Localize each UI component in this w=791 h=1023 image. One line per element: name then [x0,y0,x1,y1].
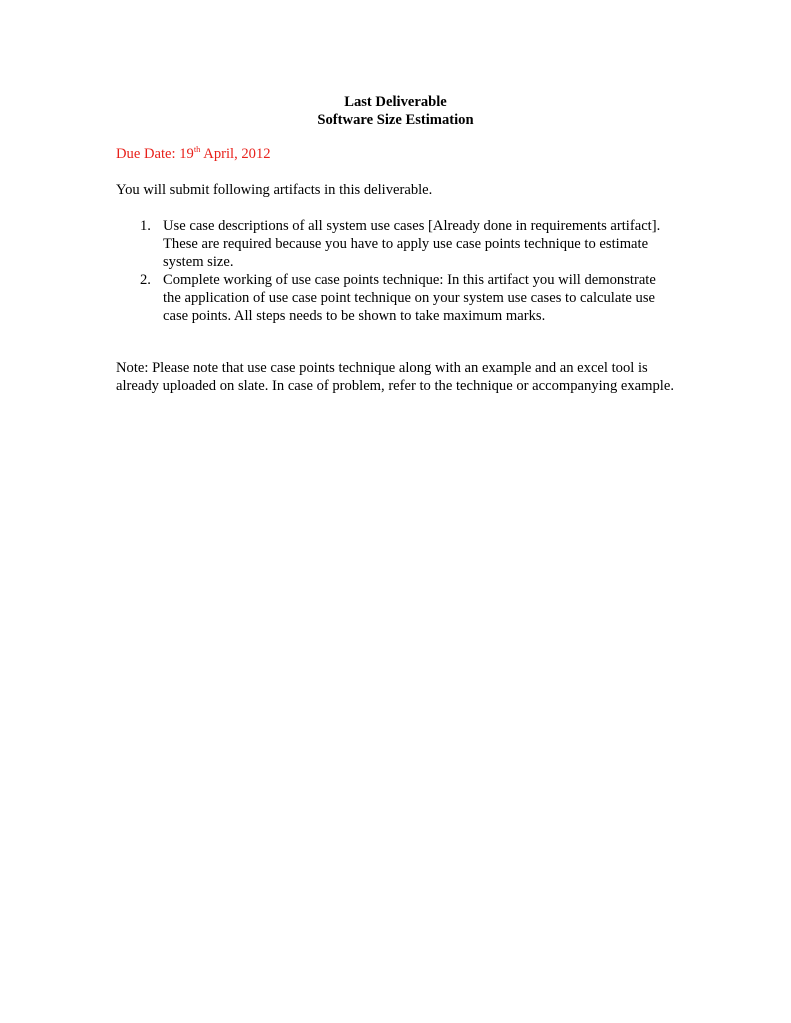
artifact-list [116,217,676,325]
artifact-text: Use case descriptions of all system use cases [Already done in requirements artifact]. These are required because you have to apply use case points technique to estimate system size. [163,218,661,270]
due-date-suffix: April, 2012 [200,146,271,162]
artifact-number: 2. [140,272,151,288]
document-title: Last Deliverable [344,94,447,110]
intro-text: You will submit following artifacts in this deliverable. [116,182,433,198]
artifact-number: 1. [140,218,151,234]
artifact-item [116,217,676,271]
document-subtitle: Software Size Estimation [317,112,474,128]
note-paragraph: Note: Please note that use case points technique along with an example and an excel tool is already uploaded on slate. In case of problem, refer to the technique or accompanying example. [116,360,674,394]
due-date-prefix: Due Date: 19 [116,146,194,162]
artifact-item [116,271,676,325]
due-date [116,145,271,163]
artifact-text: Complete working of use case points technique: In this artifact you will demonstrate the application of use case point technique on your system use cases to calculate use case points. All steps needs to be shown to take maximum marks. [163,272,656,324]
title-block [0,93,791,129]
due-date-superscript: th [193,144,201,154]
